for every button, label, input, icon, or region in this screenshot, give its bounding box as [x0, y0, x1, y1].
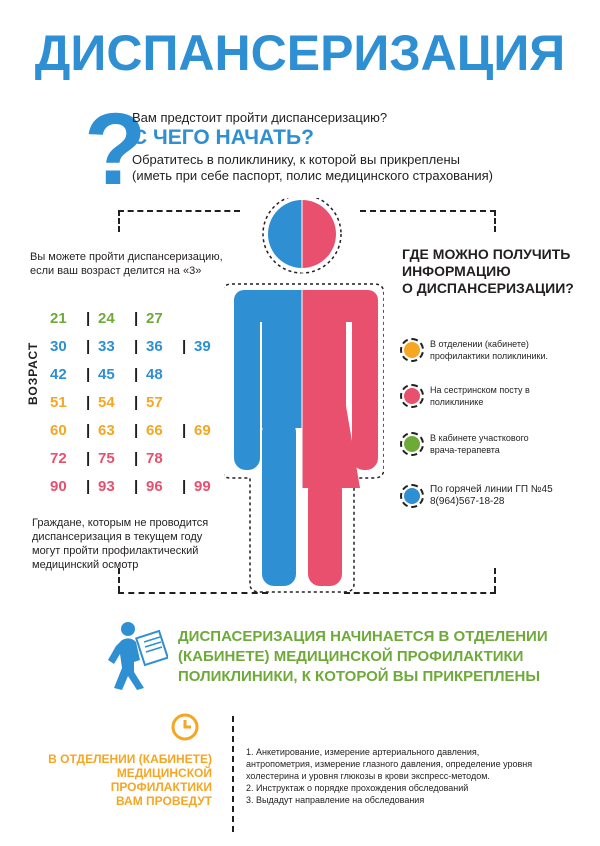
age-separator: |: [86, 422, 91, 439]
age-value: 72: [50, 450, 67, 467]
age-separator: |: [86, 450, 91, 467]
age-separator: |: [86, 394, 91, 411]
provide-heading: В ОТДЕЛЕНИИ (КАБИНЕТЕ) МЕДИЦИНСКОЙ ПРОФИЛАКТИКИ ВАМ ПРОВЕДУТ: [48, 752, 212, 808]
intro-headline: С ЧЕГО НАЧАТЬ?: [132, 126, 314, 149]
age-value: 69: [194, 422, 211, 439]
age-separator: |: [182, 478, 187, 495]
age-value: 90: [50, 478, 67, 495]
age-separator: |: [182, 422, 187, 439]
age-value: 24: [98, 310, 115, 327]
blue-dot-icon: [400, 484, 424, 508]
question-mark-icon: ?: [84, 92, 147, 206]
age-value: 45: [98, 366, 115, 383]
age-value: 96: [146, 478, 163, 495]
age-separator: |: [134, 338, 139, 355]
age-value: 75: [98, 450, 115, 467]
age-value: 21: [50, 310, 67, 327]
age-value: 51: [50, 394, 67, 411]
age-axis-label: ВОЗРАСТ: [26, 341, 40, 405]
person-figure-icon: [224, 198, 384, 594]
age-separator: |: [134, 450, 139, 467]
age-separator: |: [134, 310, 139, 327]
age-value: 63: [98, 422, 115, 439]
age-value: 54: [98, 394, 115, 411]
age-separator: |: [134, 478, 139, 495]
age-value: 78: [146, 450, 163, 467]
starts-heading: ДИСПАСЕРИЗАЦИЯ НАЧИНАЕТСЯ В ОТДЕЛЕНИИ (КАБИНЕТЕ) МЕДИЦИНСКОЙ ПРОФИЛАКТИКИ ПОЛИКЛИНИКИ, К КОТОРОЙ ВЫ ПРИКРЕПЛЕНЫ: [178, 628, 548, 685]
age-value: 27: [146, 310, 163, 327]
age-separator: |: [86, 338, 91, 355]
age-value: 48: [146, 366, 163, 383]
age-separator: |: [134, 422, 139, 439]
age-separator: |: [134, 366, 139, 383]
age-value: 99: [194, 478, 211, 495]
age-value: 93: [98, 478, 115, 495]
checkup-note: Граждане, которым не проводится диспансеризация в текущем году могут пройти профилактический медицинский осмотр: [32, 517, 209, 571]
frame-right-top: [494, 210, 496, 232]
steps-list: 1. Анкетирование, измерение артериального давления, антропометрия, измерение глазного давления, определение уровня холестерина и уровня глюкозы в крови экспресс-методом. 2. Инструктаж о порядке прохождения обследований 3. Выдадут направление на обследования: [246, 747, 533, 805]
age-separator: |: [134, 394, 139, 411]
age-value: 66: [146, 422, 163, 439]
pink-dot-icon: [400, 384, 424, 408]
frame-top-left: [118, 210, 240, 212]
age-value: 36: [146, 338, 163, 355]
steps-divider: [232, 716, 234, 832]
eligibility-text: Вы можете пройти диспансеризацию, если ваш возраст делится на «3»: [30, 251, 223, 277]
info-heading: ГДЕ МОЖНО ПОЛУЧИТЬ ИНФОРМАЦИЮ О ДИСПАНСЕРИЗАЦИИ?: [402, 246, 574, 296]
age-value: 42: [50, 366, 67, 383]
green-dot-icon: [400, 432, 424, 456]
age-value: 30: [50, 338, 67, 355]
age-value: 57: [146, 394, 163, 411]
age-separator: |: [86, 310, 91, 327]
intro-question: Вам предстоит пройти диспансеризацию?: [132, 110, 388, 125]
clock-icon: [170, 712, 200, 742]
frame-right-bottom: [494, 568, 496, 592]
frame-left-top: [118, 210, 120, 232]
age-separator: |: [86, 478, 91, 495]
orange-dot-icon: [400, 338, 424, 362]
walking-person-icon: [104, 620, 168, 690]
age-value: 33: [98, 338, 115, 355]
intro-instructions: Обратитесь в поликлинику, к которой вы прикреплены (иметь при себе паспорт, полис медицинского страхования): [132, 152, 493, 183]
age-separator: |: [182, 338, 187, 355]
page-title: ДИСПАНСЕРИЗАЦИЯ: [34, 25, 566, 81]
age-value: 39: [194, 338, 211, 355]
age-value: 60: [50, 422, 67, 439]
age-separator: |: [86, 366, 91, 383]
